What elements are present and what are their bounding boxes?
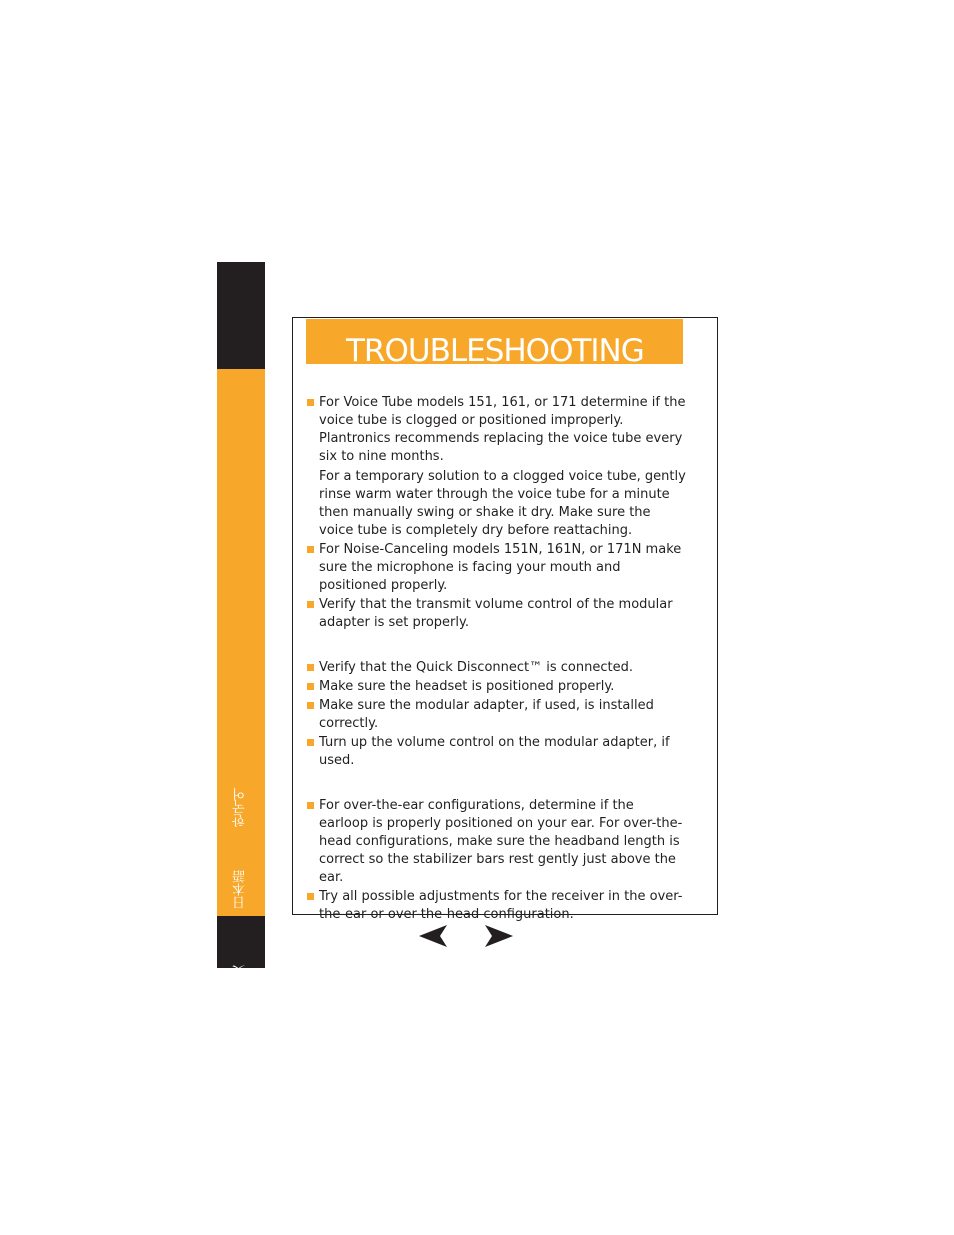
list-item-extra-text: For a temporary solution to a clogged voice tube, gently rinse warm water through the voice tube for a minute then manually swing or shake it dry. Make sure the voice tube is completely dry before reattaching. [319, 469, 686, 538]
next-page-button[interactable] [483, 924, 513, 948]
arrow-left-icon [419, 924, 449, 948]
bullet-square-icon [307, 739, 314, 746]
troubleshooting-group-2 [306, 659, 686, 770]
bullet-square-icon [307, 399, 314, 406]
language-korean-label[interactable]: 한국어 [233, 788, 248, 828]
list-item [306, 541, 686, 595]
list-item [306, 596, 686, 632]
list-item-text: For over-the-ear configurations, determine if the earloop is properly positioned on your ear. For over-the-head configurations, make sure the headband length is correct so the stabilizer bars rest gently just above the ear. [319, 798, 683, 885]
list-item-text: Turn up the volume control on the modular adapter, if used. [319, 735, 670, 768]
list-item [306, 697, 686, 733]
bullet-square-icon [307, 802, 314, 809]
list-item-text: Make sure the modular adapter, if used, is installed correctly. [319, 698, 654, 731]
list-item-text: For Voice Tube models 151, 161, or 171 determine if the voice tube is clogged or positioned improperly. Plantronics recommends replacing the voice tube every six to nine months. [319, 395, 686, 464]
troubleshooting-group-1 [306, 394, 686, 632]
troubleshooting-group-3 [306, 797, 686, 924]
list-item-text: Make sure the headset is positioned properly. [319, 679, 615, 694]
language-chinese-label[interactable]: 中文 [233, 965, 248, 991]
language-side-tab [217, 262, 265, 991]
bullet-square-icon [307, 893, 314, 900]
bullet-square-icon [307, 546, 314, 553]
list-item [306, 678, 686, 696]
content-frame [292, 317, 718, 922]
troubleshooting-content [306, 394, 686, 925]
bullet-square-icon [307, 664, 314, 671]
language-japanese-label[interactable]: 日本語 [233, 870, 248, 910]
bullet-square-icon [307, 601, 314, 608]
list-item-text: For Noise-Canceling models 151N, 161N, or 171N make sure the microphone is facing your mouth and positioned properly. [319, 542, 682, 593]
bullet-square-icon [307, 702, 314, 709]
list-item-text: Verify that the transmit volume control of the modular adapter is set properly. [319, 597, 673, 630]
list-item [306, 888, 686, 924]
page-title: TROUBLESHOOTING [346, 333, 644, 369]
arrow-right-icon [483, 924, 513, 948]
list-item [306, 394, 686, 540]
language-tab-highlight [217, 369, 265, 991]
bullet-square-icon [307, 683, 314, 690]
list-item [306, 734, 686, 770]
list-item-text: Try all possible adjustments for the receiver in the over-the-ear or over-the-head configuration. [319, 889, 683, 922]
list-item-text: Verify that the Quick Disconnect™ is connected. [319, 660, 633, 675]
list-item [306, 659, 686, 677]
list-item [306, 797, 686, 887]
previous-page-button[interactable] [419, 924, 449, 948]
title-bar [306, 319, 683, 369]
